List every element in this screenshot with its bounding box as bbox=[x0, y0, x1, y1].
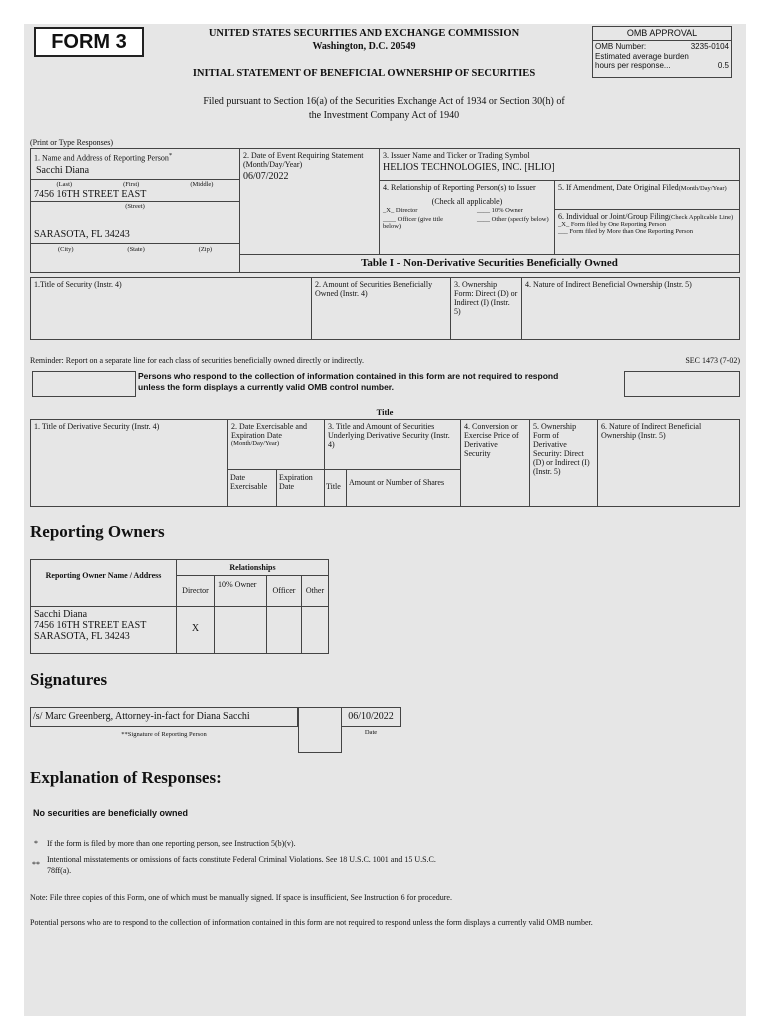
box3-value: HELIOS TECHNOLOGIES, INC. [HLIO] bbox=[383, 162, 555, 173]
table2-date-exercisable: Date Exercisable bbox=[227, 469, 277, 507]
table2-col5: 5. Ownership Form of Derivative Security: Direct (D) or Indirect (I) (Instr. 5) bbox=[529, 419, 598, 507]
box4-other: ____ Other (specify below) bbox=[477, 216, 549, 223]
note4: Potential persons who are to respond to the collection of information contained in this form are not required to respond unless the form displays a currently valid OMB number. bbox=[30, 918, 593, 927]
signatures-heading: Signatures bbox=[30, 670, 108, 689]
note1: If the form is filed by more than one reporting person, see Instruction 5(b)(v). bbox=[47, 839, 296, 848]
statement-title: INITIAL STATEMENT OF BENEFICIAL OWNERSHIP OF SECURITIES bbox=[192, 68, 536, 79]
table2-underlying-title: Title bbox=[324, 469, 347, 507]
explanation-heading: Explanation of Responses: bbox=[30, 768, 222, 787]
owner-officer-cell bbox=[266, 606, 302, 654]
omb-approval-box bbox=[592, 26, 732, 78]
owner-line1: Sacchi Diana bbox=[34, 609, 88, 620]
owner-name-header: Reporting Owner Name / Address bbox=[30, 559, 177, 607]
owner-director-mark: X bbox=[176, 606, 215, 654]
box4-director: _X_ Director bbox=[383, 207, 418, 214]
note2-line2: 78ff(a). bbox=[47, 866, 72, 875]
box1-middle-label: (Middle) bbox=[190, 180, 214, 188]
box6-sub: (Check Applicable Line) bbox=[668, 214, 734, 221]
box1-city-label: (City) bbox=[57, 245, 74, 253]
box4-check: (Check all applicable) bbox=[431, 197, 503, 206]
relationships-header: Relationships bbox=[176, 559, 329, 576]
signature-spacer-box bbox=[298, 707, 342, 753]
persons-notice bbox=[138, 371, 628, 393]
box6-line1: _X_ Form filed by One Reporting Person bbox=[558, 221, 666, 228]
persons-notice-line1: Persons who respond to the collection of information contained in this form are not required to respond bbox=[138, 371, 559, 381]
col-other: Other bbox=[301, 575, 329, 607]
table2-col2-sub: (Month/Day/Year) bbox=[231, 440, 280, 447]
owner-line2: 7456 16TH STREET EAST bbox=[34, 620, 147, 631]
form-title: FORM 3 bbox=[34, 27, 144, 57]
table1-col4: 4. Nature of Indirect Beneficial Ownership (Instr. 5) bbox=[521, 277, 740, 340]
box1-street-value: 7456 16TH STREET EAST bbox=[34, 188, 147, 200]
table1-col1: 1.Title of Security (Instr. 4) bbox=[30, 277, 312, 340]
box6-label: 6. Individual or Joint/Group Filing bbox=[558, 212, 669, 221]
form-page bbox=[24, 24, 746, 1016]
table2-col2 bbox=[227, 419, 325, 470]
signature-date-label: Date bbox=[364, 729, 378, 736]
note3: Note: File three copies of this Form, one of which must be manually signed. If space is insufficient, See Instruction 6 for procedure. bbox=[30, 893, 452, 902]
table2-col3: 3. Title and Amount of Securities Underlying Derivative Security (Instr. 4) bbox=[324, 419, 461, 470]
table2-col4: 4. Conversion or Exercise Price of Derivative Security bbox=[460, 419, 530, 507]
table2-col1: 1. Title of Derivative Security (Instr. 4) bbox=[30, 419, 228, 507]
filed-pursuant-line2: the Investment Company Act of 1940 bbox=[308, 110, 460, 121]
owner-address-cell bbox=[30, 606, 177, 654]
print-or-type-note: (Print or Type Responses) bbox=[30, 138, 114, 147]
signature-label: **Signature of Reporting Person bbox=[121, 731, 207, 738]
reporting-owners-heading: Reporting Owners bbox=[30, 522, 165, 541]
box4-ten-pct: ____ 10% Owner bbox=[477, 207, 523, 214]
table2-col2-label: 2. Date Exercisable and Expiration Date bbox=[231, 422, 307, 440]
box2-value: 06/07/2022 bbox=[243, 171, 289, 182]
note2-mark: ** bbox=[32, 860, 40, 869]
box4-officer: ____ Officer (give title below) bbox=[383, 216, 443, 230]
owner-line3: SARASOTA, FL 34243 bbox=[34, 631, 130, 642]
col-director: Director bbox=[176, 575, 215, 607]
box3-issuer bbox=[379, 148, 740, 181]
note2-line1: Intentional misstatements or omissions of facts constitute Federal Criminal Violations. See 18 U.S.C. 1001 and 15 U.S.C. bbox=[47, 855, 436, 864]
box5-sub: (Month/Day/Year) bbox=[678, 185, 727, 192]
box1-star: * bbox=[168, 152, 173, 159]
table2-col6: 6. Nature of Indirect Beneficial Ownership (Instr. 5) bbox=[597, 419, 740, 507]
persons-notice-line2: unless the form displays a currently valid OMB control number. bbox=[138, 382, 395, 392]
reminder-text: Reminder: Report on a separate line for each class of securities beneficially owned directly or indirectly. bbox=[30, 356, 365, 365]
notice-left-box bbox=[32, 371, 136, 397]
table2-expiration-date: Expiration Date bbox=[276, 469, 325, 507]
omb-title: OMB APPROVAL bbox=[593, 27, 731, 41]
omb-hours-value: 0.5 bbox=[717, 61, 729, 70]
table1-title: Table I - Non-Derivative Securities Beneficially Owned bbox=[239, 254, 740, 273]
box6-filing-type bbox=[554, 209, 740, 255]
box4-label: 4. Relationship of Reporting Person(s) to Issuer bbox=[383, 183, 536, 192]
owner-other-cell bbox=[301, 606, 329, 654]
explanation-text: No securities are beneficially owned bbox=[33, 808, 189, 818]
box6-line2: ___ Form filed by More than One Reporting Person bbox=[558, 228, 694, 235]
table1-col3: 3. Ownership Form: Direct (D) or Indirect (I) (Instr. 5) bbox=[450, 277, 522, 340]
omb-number-value: 3235-0104 bbox=[690, 42, 729, 51]
box3-label: 3. Issuer Name and Ticker or Trading Symbol bbox=[383, 151, 530, 160]
omb-number-label: OMB Number: bbox=[595, 42, 647, 51]
box1-last-label: (Last) bbox=[56, 180, 73, 188]
box1-zip-label: (Zip) bbox=[198, 245, 213, 253]
box1-name: Sacchi Diana bbox=[36, 164, 90, 176]
box1-first-label: (First) bbox=[123, 180, 140, 188]
box1-reporting-person bbox=[30, 148, 240, 273]
box4-relationship bbox=[379, 180, 555, 255]
omb-burden-label: Estimated average burden bbox=[595, 52, 689, 61]
col-officer: Officer bbox=[266, 575, 302, 607]
table2-amount: Amount or Number of Shares bbox=[346, 469, 461, 507]
notice-right-box bbox=[624, 371, 740, 397]
col-ten-pct: 10% Owner bbox=[214, 575, 267, 607]
box1-state-label: (State) bbox=[127, 245, 145, 253]
agency-name: UNITED STATES SECURITIES AND EXCHANGE COMMISSION bbox=[208, 28, 520, 39]
note1-mark: * bbox=[34, 839, 38, 848]
box2-event-date bbox=[239, 148, 380, 255]
filed-pursuant-line1: Filed pursuant to Section 16(a) of the Securities Exchange Act of 1934 or Section 30(h) of bbox=[203, 96, 565, 107]
signature-value: /s/ Marc Greenberg, Attorney-in-fact for Diana Sacchi bbox=[30, 707, 298, 727]
box2-label: 2. Date of Event Requiring Statement (Month/Day/Year) bbox=[243, 151, 364, 169]
box1-city-value: SARASOTA, FL 34243 bbox=[34, 228, 130, 240]
owner-ten-pct-cell bbox=[214, 606, 267, 654]
table2-title: Title bbox=[376, 407, 394, 417]
signature-date: 06/10/2022 bbox=[341, 707, 401, 727]
box5-label: 5. If Amendment, Date Original Filed bbox=[558, 183, 679, 192]
box1-street-label: (Street) bbox=[31, 201, 239, 210]
box1-label: 1. Name and Address of Reporting Person bbox=[34, 153, 169, 163]
box5-amendment bbox=[554, 180, 740, 210]
agency-location: Washington, D.C. 20549 bbox=[312, 41, 416, 52]
table1-col2: 2. Amount of Securities Beneficially Owned (Instr. 4) bbox=[311, 277, 451, 340]
sec-code: SEC 1473 (7-02) bbox=[685, 356, 740, 365]
omb-hours-label: hours per response... bbox=[595, 61, 671, 70]
